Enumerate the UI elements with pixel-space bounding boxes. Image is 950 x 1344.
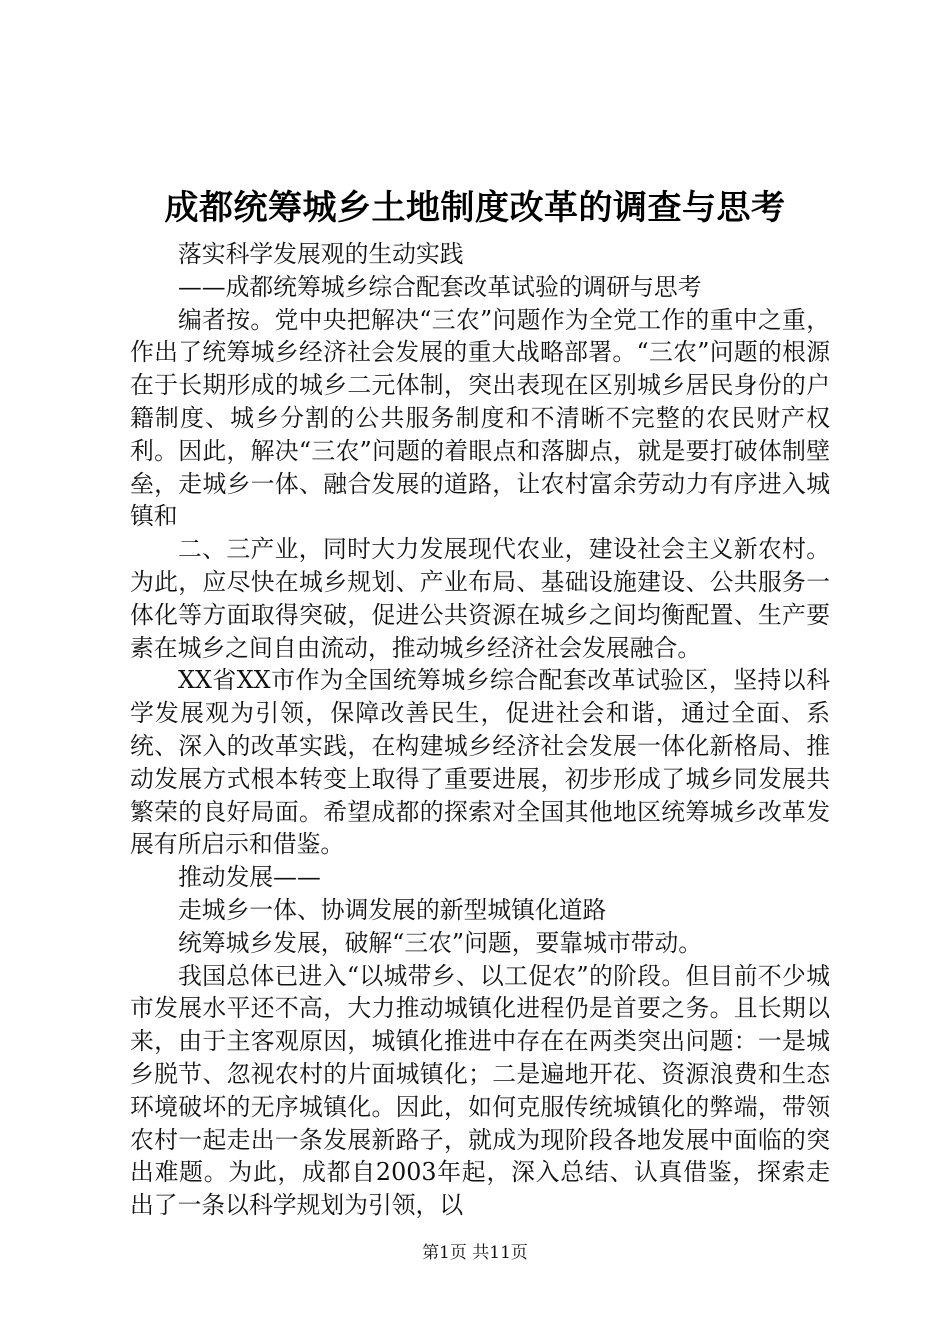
body-paragraph: 我国总体已进入“以城带乡、以工促农”的阶段。但目前不少城市发展水平还不高，大力推动城镇化进程仍是首要之务。且长期以来，由于主客观原因，城镇化推进中存在在两类突出问题：一是城乡脱节、忽视农村的片面城镇化；二是遍地开花、资源浪费和生态环境破坏的无序城镇化。因此，如何克服传统城镇化的弊端，带领农村一起走出一条发展新路子，就成为现阶段各地发展中面临的突出难题。为此，成都自2003年起，深入总结、认真借鉴，探索走出了一条以科学规划为引领，以 bbox=[130, 961, 830, 1220]
section-subheading: 走城乡一体、协调发展的新型城镇化道路 bbox=[178, 895, 607, 924]
document-title: 成都统筹城乡土地制度改革的调查与思考 bbox=[164, 188, 786, 228]
section-heading: 推动发展—— bbox=[178, 863, 321, 892]
subtitle-dash-line: ——成都统筹城乡综合配套改革试验的调研与思考 bbox=[178, 272, 702, 301]
editor-note-paragraph: 编者按。党中央把解决“三农”问题作为全党工作的重中之重，作出了统筹城乡经济社会发展的重大战略部署。“三农”问题的根源在于长期形成的城乡二元体制，突出表现在区别城乡居民身份的户籍制度、城乡分割的公共服务制度和不清晰不完整的农民财产权利。因此，解决“三农”问题的着眼点和落脚点，就是要打破体制壁垒，走城乡一体、融合发展的道路，让农村富余劳动力有序进入城镇和 bbox=[130, 305, 830, 531]
body-paragraph: XX省XX市作为全国统筹城乡综合配套改革试验区，坚持以科学发展观为引领，保障改善民生，促进社会和谐，通过全面、系统、深入的改革实践，在构建城乡经济社会发展一体化新格局、推动发展方式根本转变上取得了重要进展，初步形成了城乡同发展共繁荣的良好局面。希望成都的探索对全国其他地区统筹城乡改革发展有所启示和借鉴。 bbox=[130, 666, 830, 859]
body-paragraph: 二、三产业，同时大力发展现代农业，建设社会主义新农村。为此，应尽快在城乡规划、产业布局、基础设施建设、公共服务一体化等方面取得突破，促进公共资源在城乡之间均衡配置、生产要素在城乡之间自由流动，推动城乡经济社会发展融合。 bbox=[130, 535, 830, 662]
subtitle-line: 落实科学发展观的生动实践 bbox=[178, 240, 464, 268]
body-paragraph: 统筹城乡发展，破解“三农”问题，要靠城市带动。 bbox=[178, 928, 703, 957]
page-footer: 第1页 共11页 bbox=[422, 1243, 528, 1263]
document-body bbox=[130, 238, 830, 1222]
